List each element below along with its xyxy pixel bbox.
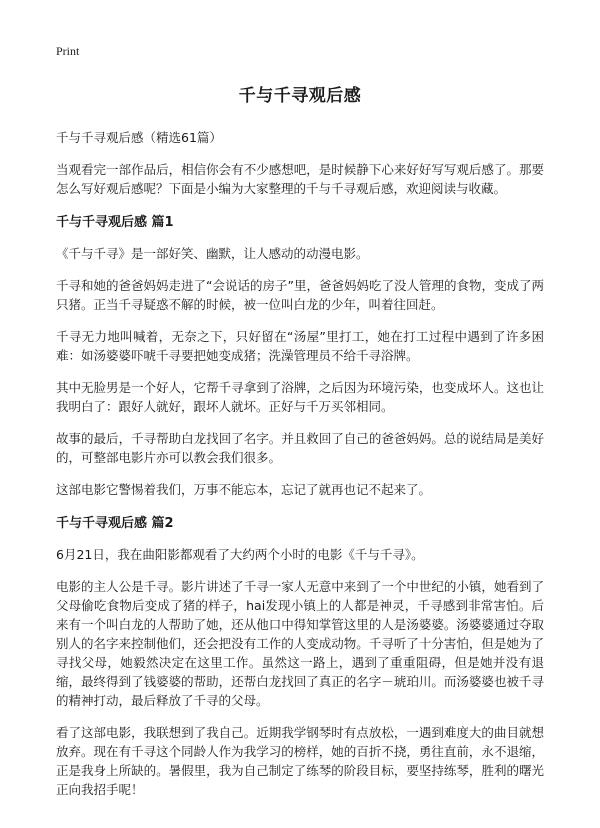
section-2-paragraph-1: 6月21日，我在曲阳影都观看了大约两个小时的电影《千与千寻》。 [56, 547, 424, 562]
intro-paragraph: 当观看完一部作品后，相信你会有不少感想吧，是时候静下心来好好写写观后感了。那要怎么写好观后感呢？下面是小编为大家整理的千与千寻观后感，欢迎阅读与收藏。 [56, 162, 544, 196]
section-1-paragraph-5: 故事的最后，千寻帮助白龙找回了名字。并且救回了自己的爸爸妈妈。总的说结局是美好的，可整部电影片亦可以教会我们很多。 [56, 431, 544, 465]
section-2-paragraph-3: 看了这部电影，我联想到了我自己。近期我学钢琴时有点放松，一遇到难度大的曲目就想放弃。现在有千寻这个同龄人作为我学习的榜样，她的百折不挠，勇往直前，永不退缩，正是我身上所缺的。暑假里，我为自己制定了练琴的阶段目标，要坚持练琴，胜利的曙光正向我招手呢！ [56, 725, 544, 797]
section-2-paragraph-2: 电影的主人公是千寻。影片讲述了千寻一家人无意中来到了一个中世纪的小镇，她看到了父母偷吃食物后变成了猪的样子，hai发现小镇上的人都是神灵，千寻感到非常害怕。后来有一个叫白龙的人帮助了她，还从他口中得知掌管这里的人是汤婆婆。汤婆婆通过夺取别人的名字来控制他们，还会把没有工作的人变成动物。千寻听了十分害怕，但是她为了寻找父母，她毅然决定在这里工作。虽然这一路上，遇到了重重阻碍，但是她并没有退缩，最终得到了钱婆婆的帮助，还帮白龙找回了真正的名字－琥珀川。而汤婆婆也被千寻的精神打动，最后释放了千寻的父母。 [56, 579, 544, 708]
section-1-paragraph-4: 其中无脸男是一个好人，它帮千寻拿到了浴牌，之后因为环境污染，也变成坏人。这也让我明白了：跟好人就好，跟坏人就坏。正好与千万买邻相同。 [56, 380, 544, 414]
section-1-paragraph-1: 《千与千寻》是一部好笑、幽默，让人感动的动漫电影。 [56, 246, 369, 261]
page-subtitle: 千与千寻观后感（精选61篇） [56, 130, 222, 145]
page-title: 千与千寻观后感 [238, 86, 362, 106]
print-link[interactable]: Print [56, 44, 80, 58]
section-1-paragraph-2: 千寻和她的爸爸妈妈走进了“会说话的房子”里，爸爸妈妈吃了没人管理的食物，变成了两只猪。正当千寻疑惑不解的时候，被一位叫白龙的少年，叫着往回赶。 [56, 278, 544, 312]
section-heading-1: 千与千寻观后感 篇1 [56, 215, 174, 230]
section-1-paragraph-3: 千寻无力地叫喊着，无奈之下，只好留在“汤屋”里打工，她在打工过程中遇到了许多困难：如汤婆婆吓唬千寻要把她变成猪；洗澡管理员不给千寻浴牌。 [56, 329, 544, 363]
section-heading-2: 千与千寻观后感 篇2 [56, 516, 174, 531]
section-1-paragraph-6: 这部电影它警惕着我们，万事不能忘本，忘记了就再也记不起来了。 [56, 482, 432, 497]
